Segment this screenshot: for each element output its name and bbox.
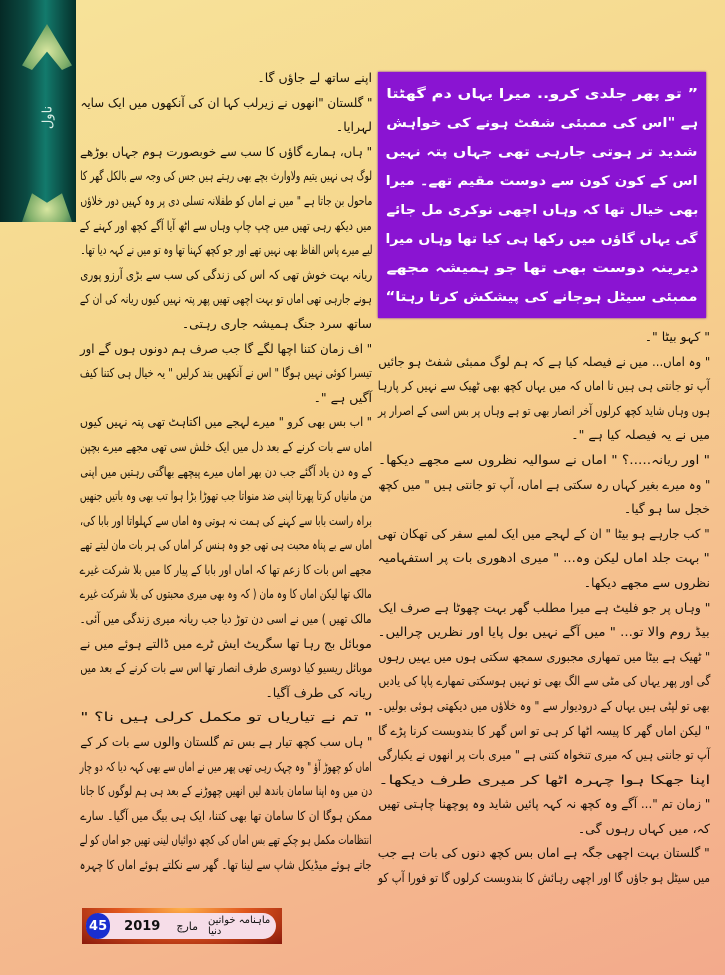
- text-line-content: میں دیکھ رہی تھیں میں چپ چاپ وہاں سے اٹھ آیا آگے کچھ اور کہنے کے: [80, 217, 372, 233]
- text-line-content: ممکن ہوگا ان کا سامان تھا بھی کتنا، ایک ہی بیگ میں آگیا۔ سارے: [80, 807, 372, 823]
- text-line-content: " کہو بیٹا "۔: [644, 329, 710, 344]
- text-line-content: میں نے یہ فیصلہ کیا ہے "۔: [571, 427, 710, 443]
- text-line: [378, 792, 710, 817]
- page-number: 45: [86, 913, 110, 939]
- text-line-content: " بہت جلد اماں لیکن وہ... " میری ادھوری بات پر استفہامیہ: [378, 550, 710, 566]
- issue-month: مارچ: [176, 919, 199, 933]
- text-line: [80, 91, 372, 116]
- text-line-content: " وہ میرے بغیر کہاں رہ سکتی ہے اماں، آپ تو جانتی ہیں " میں کچھ: [378, 476, 710, 492]
- text-line-content: " وہاں پر جو فلیٹ ہے میرا مطلب گھر بہت چھوٹا ہے صرف ایک: [378, 599, 710, 615]
- text-line-content: موبائل بج رہا تھا سگریٹ ایش ٹرے میں ڈالتے ہوئے میں نے: [80, 635, 372, 651]
- text-line: [378, 694, 710, 719]
- text-line-content: " اف زمان کتنا اچھا لگے گا جب صرف ہم دونوں ہوں گے اور: [80, 340, 372, 356]
- text-line: [386, 254, 698, 283]
- text-line: [80, 804, 372, 829]
- text-line: [80, 263, 372, 288]
- text-line: [378, 596, 710, 621]
- text-line: [80, 214, 372, 239]
- text-line-content: ” تو پھر جلدی کرو.. میرا یہاں دم گھٹتا: [386, 87, 698, 102]
- text-line-content: لوگ ہی نہیں یتیم ولاوارث بچے بھی رہتے ہیں جس کی وجہ سے بالکل گھر کا: [80, 168, 372, 184]
- text-line-content: دن میں وہ اپنا سامان باندھ لیں انھیں چھوڑنے کے بعد ہی ہم لوگوں کا جانا: [80, 783, 372, 799]
- text-line: [80, 582, 372, 607]
- text-line-content: موبائل ریسیو کیا دوسری طرف انصار تھا اس سے بات کرنے کے بعد میں: [80, 660, 372, 676]
- text-line: [378, 546, 710, 571]
- text-line-content: گی یہاں گاؤں میں رکھا ہی کیا تھا وہاں میرا: [386, 232, 698, 247]
- text-line: [378, 866, 710, 891]
- text-line-content: ہے "اس کی ممبئی شفٹ ہونے کی خواہش: [386, 116, 698, 131]
- text-line-content: آپ تو جانتی ہی ہیں نا اماں کہ میں یہاں کچھ بھی ٹھیک سے نہیں کر پارہا: [378, 378, 710, 394]
- text-line-content: بھی تو لپٹی ہیں یہاں کے درودیوار سے " وہ خلاؤں میں دیکھتی ہوئی بولیں۔: [378, 697, 710, 713]
- text-line: [80, 484, 372, 509]
- text-line: [386, 80, 698, 109]
- text-line-content: من مانیاں کرتا پھرتا اپنی ضد منواتا جب تھوڑا بڑا ہوا تب بھی وہ باتیں جنھیں: [80, 488, 372, 504]
- issue-year: 2019: [124, 918, 161, 934]
- text-line: [378, 669, 710, 694]
- text-line: [80, 312, 372, 337]
- text-line: [378, 522, 710, 547]
- text-line-content: نظروں سے مجھے دیکھا۔: [583, 574, 710, 590]
- text-line: [386, 138, 698, 167]
- text-line-content: " اور ریانہ.....؟ " اماں نے سوالیہ نظروں سے مجھے دیکھا۔: [378, 451, 710, 467]
- text-line: [378, 325, 710, 350]
- text-line-content: " ٹھیک ہے بیٹا میں تمھاری مجبوری سمجھ سکتی ہوں میں یہیں رہوں: [378, 648, 710, 664]
- text-line: [80, 509, 372, 534]
- text-line-content: مجھے اس بات کا زعم تھا کہ اماں اور بابا کے پیار کا میں بلا شرکت غیرے: [80, 561, 372, 577]
- ornament-top-icon: [22, 24, 72, 70]
- text-line-content: " گلستان بہت اچھی جگہ ہے اماں بس کچھ دنوں کی بات ہے جب: [378, 845, 710, 861]
- text-line-content: گی اور پھر یہاں کی مٹی سے الگ بھی تو نہیں ہوسکتی تمھارے پاپا کی یادیں: [378, 673, 710, 689]
- text-line: [386, 167, 698, 196]
- text-line-content: میں سیٹل ہو جاؤں گا اور اچھی رہائش کا بندوبست کرلوں گا تو فورا آپ کو: [378, 870, 710, 886]
- text-line-content: جاتے ہوئے میڈیکل شاپ سے لینا تھا۔ گھر سے نکلتے ہوئے اماں کا چہرہ: [80, 857, 372, 872]
- text-line: [378, 350, 710, 375]
- right-text-column: [378, 325, 710, 891]
- highlight-quote-box: [378, 72, 706, 318]
- text-line-content: براہ راست بابا سے کہنے کی ہمت نہ ہوتی وہ اماں سے کہلواتا اور بابا کی،: [80, 512, 372, 528]
- text-line: [80, 533, 372, 558]
- text-line-content: لہرایا۔: [335, 119, 372, 135]
- text-line: [80, 66, 372, 91]
- text-line-content: " گلستان "انھوں نے زیرلب کہا ان کی آنکھوں میں ایک سایہ: [80, 94, 372, 110]
- text-line: [378, 620, 710, 645]
- text-line: [386, 196, 698, 225]
- text-line: [80, 460, 372, 485]
- text-line-content: بھی خیال تھا کہ وہاں اچھی نوکری مل جائے: [386, 203, 698, 218]
- text-line-content: اس کے کون کون سے دوست مقیم تھے۔ میرا: [386, 174, 698, 189]
- text-line-content: اماں کو چھوڑ آؤ " وہ چہک رہی تھی پھر میں نے اماں سے بھی کہہ دیا کہ دو چار: [80, 758, 372, 774]
- text-line: [80, 435, 372, 460]
- text-line-content: دیرینہ دوست بھی تھا جو ہمیشہ مجھے: [386, 261, 698, 276]
- text-line-content: ہوں وہاں شاید کچھ کرلوں آخر انصار بھی تو ہے وہاں پر بس اسی کے اصرار پر: [378, 402, 710, 418]
- text-line: [386, 283, 698, 312]
- text-line-content: ہونے جارہی تھی اماں تو بہت اچھی تھیں پھر پتہ نہیں کیوں ریانہ کی ان کے: [80, 291, 372, 307]
- text-line-content: خجل سا ہو گیا۔: [623, 501, 710, 517]
- text-line: [378, 399, 710, 424]
- text-line: [80, 828, 372, 853]
- text-line-content: اپنے ساتھ لے جاؤں گا۔: [257, 70, 372, 85]
- text-line-content: مالک تھیں ) میں نے اسی دن توڑ دیا جب ریانہ میری زندگی میں آئی۔: [80, 611, 372, 627]
- text-line-content: " ہاں سب کچھ تیار ہے بس تم گلستان والوں سے بات کر کے: [80, 734, 372, 750]
- text-line-content: انتظامات مکمل ہو چکے تھے بس اماں کی کچھ دوائیاں لینی تھیں جو اماں کو لے: [80, 832, 372, 848]
- text-line-content: " وہ اماں... میں نے فیصلہ کیا ہے کہ ہم لوگ ممبئی شفٹ ہو جائیں: [378, 353, 710, 369]
- text-line: [386, 109, 698, 138]
- text-line: [80, 164, 372, 189]
- text-line-content: ساتھ سرد جنگ ہمیشہ جاری رہتی۔: [181, 315, 372, 331]
- page-footer: [82, 908, 282, 944]
- text-line: [80, 779, 372, 804]
- text-line: [80, 115, 372, 140]
- text-line: [80, 140, 372, 165]
- footer-pill: [86, 913, 276, 939]
- text-line-content: آگیں ہے "۔: [313, 389, 372, 405]
- magazine-name: ماہنامہ خواتین دنیا: [208, 915, 271, 937]
- text-line: [378, 473, 710, 498]
- text-line: [378, 448, 710, 473]
- text-line-content: اماں سے بات کرنے کے بعد دل میں ایک خلش سی تھی مجھے میرے بچپن: [80, 438, 372, 454]
- text-line-content: " زمان تم "... آگے وہ کچھ نہ کہہ پائیں شاید وہ پوچھنا چاہتی تھیں: [378, 796, 710, 812]
- text-line-content: بیڈ روم والا تو... " میں آگے نہیں بول پایا اور نظریں چرالیں۔: [378, 624, 710, 640]
- text-line: [378, 768, 710, 793]
- text-line-content: ماحول بن جاتا ہے " میں نے اماں کو طفلانہ تسلی دی پر وہ کہیں دور خلاؤں: [80, 192, 372, 208]
- text-line: [378, 817, 710, 842]
- text-line: [378, 571, 710, 596]
- text-line: [80, 558, 372, 583]
- text-line-content: ریانہ کی طرف آگیا۔: [265, 684, 372, 700]
- text-line: [378, 497, 710, 522]
- text-line: [80, 607, 372, 632]
- text-line-content: اماں سے بے پناہ محبت ہی تھی جو وہ ہنس کر اماں کی ہر بات مان لیتے تھے: [80, 537, 372, 553]
- text-line-content: کہ، میں کہاں رہوں گی۔: [577, 820, 710, 836]
- text-line-content: اپنا جھکا ہوا چہرہ اٹھا کر میری طرف دیکھا۔: [378, 771, 710, 787]
- section-label: ناول: [40, 105, 56, 130]
- text-line: [80, 632, 372, 657]
- text-line-content: آپ تو جانتی ہیں کہ میری تنخواہ کتنی ہے " میری بات پر انھوں نے یکبارگی: [378, 747, 710, 763]
- text-line-content: " اب بس بھی کرو " میرے لہجے میں اکتاہٹ تھی پتہ نہیں کیوں: [80, 414, 372, 430]
- text-line-content: " ہاں، ہمارے گاؤں کا سب سے خوبصورت ہوم جہاں بوڑھے: [80, 143, 372, 159]
- text-line-content: تیسرا کوئی نہیں ہوگا " اس نے آنکھیں بند کرلیں " یہ خیال ہی کتنا کیف: [80, 365, 372, 381]
- text-line: [378, 423, 710, 448]
- text-line-content: لیے میرے پاس الفاظ بھی نہیں تھے اور جو کچھ کہنا تھا وہ تو میں نے کہہ دیا تھا۔: [80, 242, 372, 258]
- text-line-content: ممبئی سیٹل ہوجانے کی پیشکش کرتا رہتا“: [386, 290, 698, 305]
- text-line: [80, 238, 372, 263]
- text-line-content: " کب جارہے ہو بیٹا " ان کے لہجے میں ایک لمبے سفر کی تھکان تھی: [378, 525, 710, 541]
- text-line-content: شدید تر ہوتی جارہی تھی جہاں پتہ نہیں: [386, 145, 698, 160]
- text-line-content: کے وہ دن یاد آگئے جب دن بھر اماں میرے پیچھے بھاگتی رہتیں میں اپنی: [80, 463, 372, 479]
- text-line-content: مالک تھا لیکن اماں کا وہ مان ( کہ وہ بھی میری محبتوں کی بلا شرکت غیرے: [80, 586, 372, 602]
- text-line: [80, 189, 372, 214]
- text-line-content: " لیکن اماں گھر کا پیسہ اٹھا کر ہی تو اس گھر کا بندوبست کرنا پڑے گا: [378, 722, 710, 738]
- text-line: [378, 719, 710, 744]
- text-line: [386, 225, 698, 254]
- text-line: [378, 743, 710, 768]
- text-line-content: " تم نے تیاریاں تو مکمل کرلی ہیں نا؟ ": [80, 709, 372, 725]
- text-line: [378, 841, 710, 866]
- text-line: [80, 337, 372, 362]
- text-line: [378, 645, 710, 670]
- text-line: [378, 374, 710, 399]
- text-line-content: ریانہ بہت خوش تھی کہ اس کی زندگی کی سب سے بڑی آرزو پوری: [80, 266, 372, 282]
- text-line: [80, 287, 372, 312]
